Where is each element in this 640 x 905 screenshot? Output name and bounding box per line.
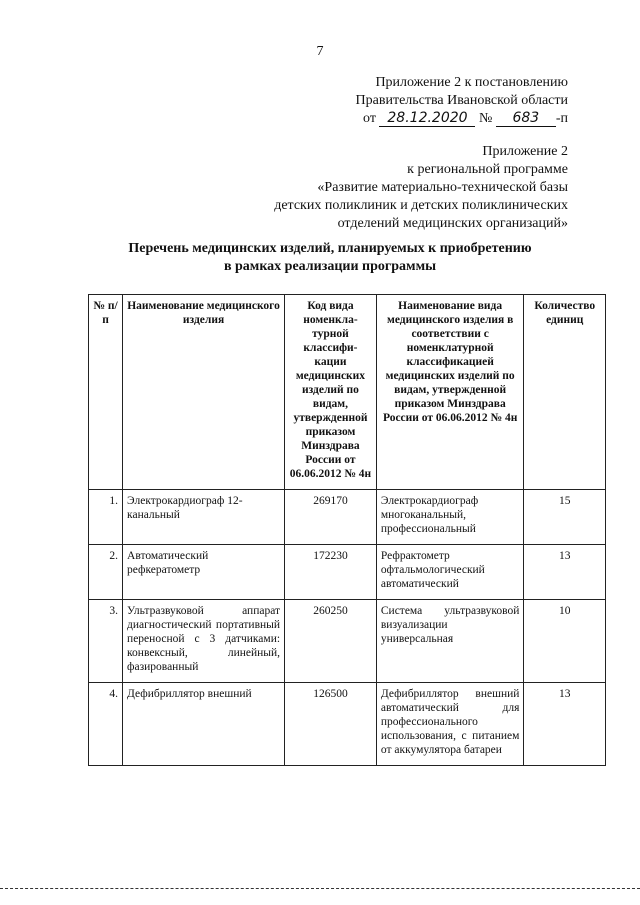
- decree-header-line2: Правительства Ивановской области: [355, 93, 568, 108]
- quantity: 15: [524, 490, 606, 545]
- type-name: Рефрактометр офтальмологический автоматический: [376, 545, 524, 600]
- decree-header: [208, 74, 568, 128]
- quantity: 13: [524, 545, 606, 600]
- column-header-type-code: Код вида номенкла-турной классифи-кации медицинских изделий по видам, утвержденной приказом Минздрава России от 06.06.2012 № 4н: [285, 295, 377, 490]
- table-row: [89, 490, 606, 545]
- device-name: Электрокардиограф 12-канальный: [123, 490, 285, 545]
- appendix-line: отделений медицинских организаций»: [337, 216, 568, 231]
- decree-number: 683: [496, 110, 556, 127]
- appendix-line: «Развитие материально-технической базы: [317, 180, 568, 195]
- device-name: Автоматический рефкератометр: [123, 545, 285, 600]
- type-code: 269170: [285, 490, 377, 545]
- table-row: [89, 600, 606, 683]
- appendix-line: детских поликлиник и детских поликлинических: [274, 198, 568, 213]
- type-name: Дефибриллятор внешний автоматический для профессионального использования, с питанием от аккумулятора батареи: [376, 683, 524, 766]
- type-name: Электрокардиограф многоканальный, профессиональный: [376, 490, 524, 545]
- row-number: 3.: [89, 600, 123, 683]
- device-name: Дефибриллятор внешний: [123, 683, 285, 766]
- scan-edge-line: [0, 888, 640, 889]
- decree-header-line1: Приложение 2 к постановлению: [375, 75, 568, 90]
- appendix-line: к региональной программе: [407, 162, 568, 177]
- column-header-type-name: Наименование вида медицинского изделия в соответствии с номенклатурной классификацией медицинских изделий по видам, утвержденной приказом Минздрава России от 06.06.2012 № 4н: [376, 295, 524, 490]
- number-sign: №: [478, 111, 493, 126]
- medical-devices-table: [88, 294, 606, 766]
- document-title-line1: Перечень медицинских изделий, планируемых к приобретению: [128, 241, 532, 256]
- row-number: 4.: [89, 683, 123, 766]
- appendix-line: Приложение 2: [482, 144, 568, 159]
- row-number: 2.: [89, 545, 123, 600]
- from-label: от: [363, 111, 376, 126]
- table-row: [89, 683, 606, 766]
- decree-date: 28.12.2020: [379, 110, 475, 127]
- type-code: 126500: [285, 683, 377, 766]
- document-title-line2: в рамках реализации программы: [223, 259, 437, 274]
- appendix-header: [148, 143, 568, 233]
- decree-date-number-line: [208, 110, 568, 128]
- column-header-device-name: Наименование медицинского изделия: [123, 295, 285, 490]
- document-title: [90, 240, 570, 276]
- table-header-row: [89, 295, 606, 490]
- number-suffix: -п: [555, 111, 568, 126]
- type-code: 172230: [285, 545, 377, 600]
- quantity: 13: [524, 683, 606, 766]
- type-name: Система ультразвуковой визуализации универсальная: [376, 600, 524, 683]
- page-number: 7: [316, 44, 324, 59]
- type-code: 260250: [285, 600, 377, 683]
- table-row: [89, 545, 606, 600]
- column-header-quantity: Количество единиц: [524, 295, 606, 490]
- column-header-number: № п/п: [89, 295, 123, 490]
- device-name: Ультразвуковой аппарат диагностический портативный переносной с 3 датчиками: конвексный, линейный, фазированный: [123, 600, 285, 683]
- row-number: 1.: [89, 490, 123, 545]
- quantity: 10: [524, 600, 606, 683]
